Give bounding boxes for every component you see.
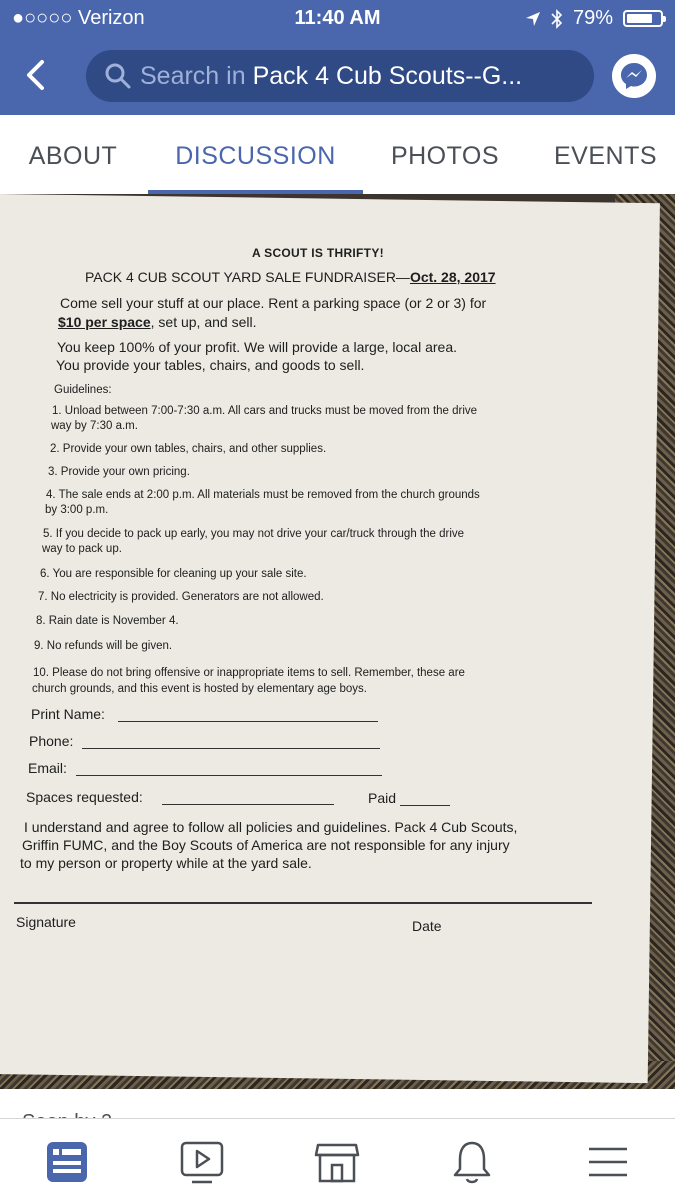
messenger-icon[interactable]	[612, 54, 656, 98]
doc-agree-line3: to my person or property while at the yard sale.	[20, 855, 312, 871]
doc-guideline-5b: way to pack up.	[42, 543, 122, 555]
search-placeholder: Search in	[140, 61, 246, 90]
doc-guideline-3: 3. Provide your own pricing.	[48, 466, 190, 478]
bottom-tab-bar	[0, 1118, 675, 1201]
menu-icon[interactable]	[583, 1137, 633, 1187]
doc-intro-line3: You keep 100% of your profit. We will provide a large, local area.	[57, 339, 458, 355]
doc-intro-line4: You provide your tables, chairs, and goods to sell.	[56, 357, 365, 373]
doc-paid-label: Paid	[368, 790, 397, 806]
doc-spaces-label: Spaces requested:	[26, 789, 143, 805]
location-icon	[525, 11, 541, 27]
doc-guideline-1a: 1. Unload between 7:00-7:30 a.m. All cars and trucks must be moved from the drive	[52, 405, 478, 417]
clock: 11:40 AM	[294, 7, 381, 29]
doc-guideline-2: 2. Provide your own tables, chairs, and other supplies.	[50, 443, 327, 455]
print-name-line	[118, 721, 378, 722]
doc-price: $10 per space	[58, 314, 151, 330]
tab-about[interactable]: ABOUT	[28, 142, 118, 170]
doc-guideline-4a: 4. The sale ends at 2:00 p.m. All materials must be removed from the church grounds	[46, 489, 480, 501]
doc-guideline-10a: 10. Please do not bring offensive or inappropriate items to sell. Remember, these are	[33, 667, 465, 679]
battery-icon	[623, 10, 663, 27]
doc-phone-label: Phone:	[29, 733, 74, 749]
doc-heading: A SCOUT IS THRIFTY!	[252, 246, 384, 260]
flyer-document	[0, 194, 675, 1089]
back-arrow-icon[interactable]	[20, 58, 54, 92]
group-search-bar[interactable]	[86, 50, 594, 102]
search-text	[140, 62, 522, 91]
search-icon	[104, 62, 132, 90]
phone-line	[82, 748, 380, 749]
doc-title	[85, 269, 496, 285]
doc-guideline-7: 7. No electricity is provided. Generators are not allowed.	[38, 591, 324, 603]
notifications-icon[interactable]	[447, 1137, 497, 1187]
tab-discussion-label: DISCUSSION	[175, 142, 336, 170]
marketplace-icon[interactable]	[312, 1137, 362, 1187]
group-tabs	[0, 115, 675, 195]
group-name: Pack 4 Cub Scouts--G...	[252, 61, 523, 90]
news-feed-icon[interactable]	[42, 1137, 92, 1187]
doc-guideline-8: 8. Rain date is November 4.	[36, 615, 179, 627]
status-right	[525, 7, 663, 30]
doc-intro-line2	[58, 314, 256, 330]
doc-guideline-9: 9. No refunds will be given.	[34, 640, 173, 652]
post-photo[interactable]	[0, 194, 675, 1089]
signature-line	[14, 902, 592, 904]
doc-title-text: PACK 4 CUB SCOUT YARD SALE FUNDRAISER—	[85, 269, 410, 285]
doc-guideline-4b: by 3:00 p.m.	[45, 504, 109, 516]
doc-guideline-1b: way by 7:30 a.m.	[51, 420, 138, 432]
doc-agree-line1: I understand and agree to follow all policies and guidelines. Pack 4 Cub Scouts,	[24, 819, 518, 835]
doc-signature-label: Signature	[16, 914, 76, 930]
doc-guideline-6: 6. You are responsible for cleaning up your sale site.	[40, 568, 307, 580]
tab-photos[interactable]: PHOTOS	[390, 142, 500, 170]
doc-guidelines-label: Guidelines:	[54, 384, 112, 396]
app-header	[0, 0, 675, 115]
battery-percent: 79%	[572, 7, 613, 29]
doc-guideline-5a: 5. If you decide to pack up early, you may not drive your car/truck through the drive	[43, 528, 465, 540]
doc-intro-line1: Come sell your stuff at our place. Rent a parking space (or 2 or 3) for	[60, 295, 487, 311]
spaces-line	[162, 804, 334, 805]
status-bar	[0, 0, 675, 38]
carrier-label: ●○○○○ Verizon	[12, 7, 145, 29]
doc-email-label: Email:	[28, 760, 67, 776]
doc-agree-line2: Griffin FUMC, and the Boy Scouts of America are not responsible for any injury	[22, 837, 510, 853]
email-line	[76, 775, 382, 776]
doc-print-name-label: Print Name:	[31, 706, 105, 722]
doc-guideline-10b: church grounds, and this event is hosted by elementary age boys.	[32, 683, 367, 695]
video-icon[interactable]	[177, 1137, 227, 1187]
tab-events[interactable]: EVENTS	[553, 142, 658, 170]
doc-title-date: Oct. 28, 2017	[409, 269, 496, 285]
bluetooth-icon	[551, 9, 563, 29]
tab-discussion[interactable]	[148, 115, 363, 194]
paid-line	[400, 805, 450, 806]
doc-intro-line2-rest: , set up, and sell.	[150, 314, 257, 330]
doc-date-label: Date	[412, 918, 442, 934]
post-footer	[0, 1089, 675, 1119]
